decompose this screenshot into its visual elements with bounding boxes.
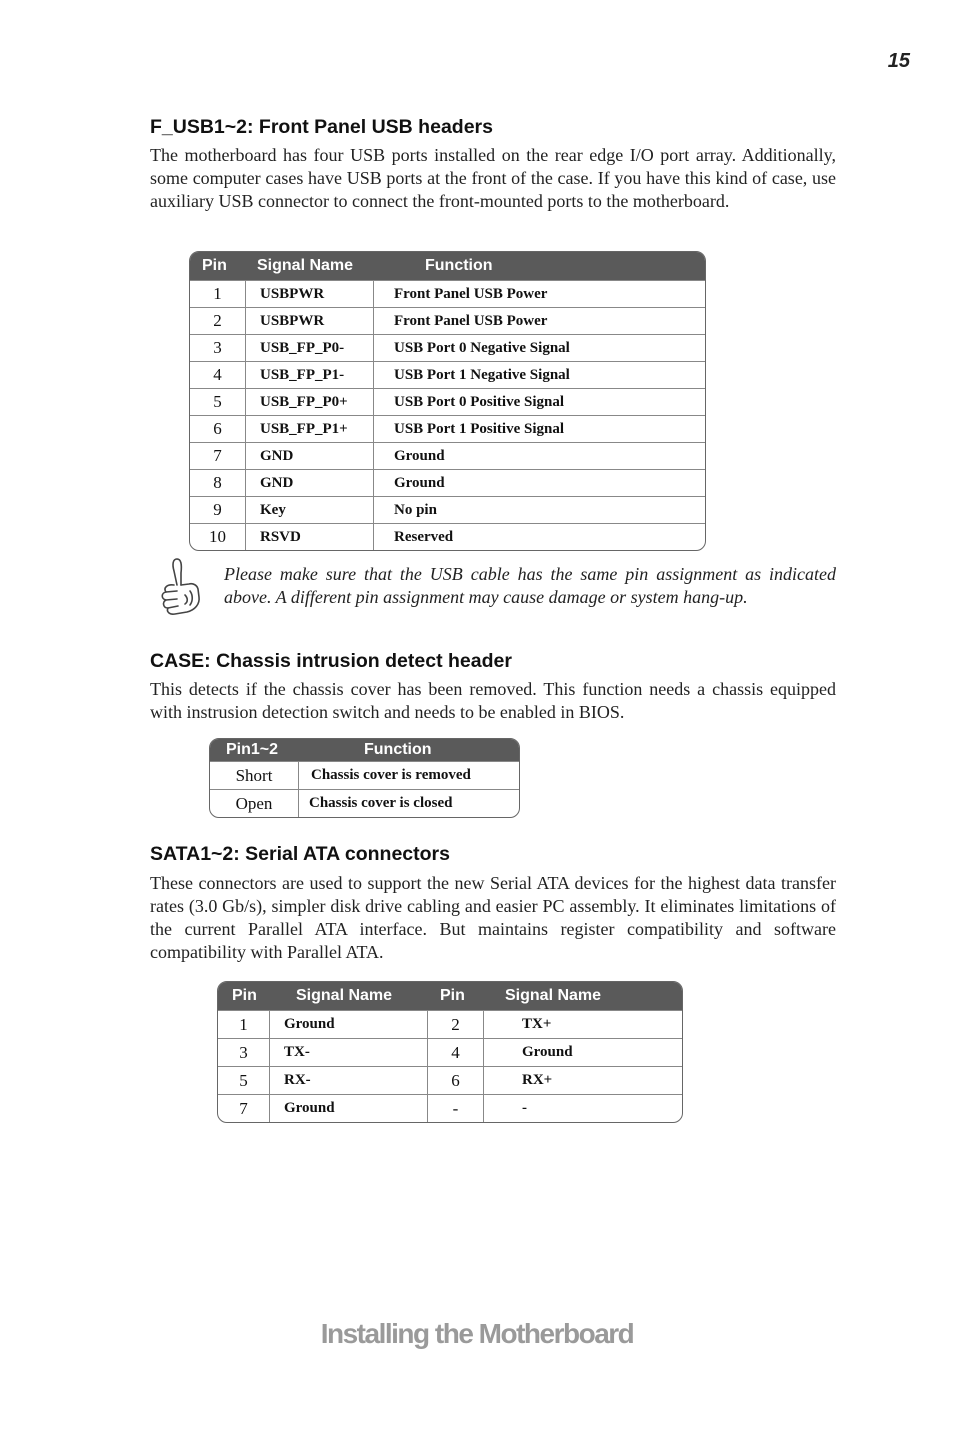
signal-cell: RX+ [483,1066,682,1094]
signal-cell: USB_FP_P1- [245,361,373,388]
signal-cell: - [483,1094,682,1122]
signal-cell: GND [245,442,373,469]
table-row [210,761,519,789]
table-row [190,442,705,469]
table-row [210,789,519,817]
pin-cell: 4 [190,361,245,388]
case-section-paragraph: This detects if the chassis cover has been removed. This function needs a chassis equipped with instrusion detection switch and needs to be enabled in BIOS. [150,679,836,722]
signal-cell: USB_FP_P1+ [245,415,373,442]
sata-section-heading: SATA1~2: Serial ATA connectors [150,843,450,865]
usb-section-heading: F_USB1~2: Front Panel USB headers [150,116,493,138]
signal-cell: TX- [269,1038,427,1066]
pin-cell: 2 [427,1010,483,1038]
header-pins: Pin1~2 [210,739,298,761]
pin-cell: - [427,1094,483,1122]
pin-cell: 7 [218,1094,269,1122]
signal-cell: RSVD [245,523,373,550]
pin-cell: 5 [190,388,245,415]
signal-cell: GND [245,469,373,496]
signal-cell: USBPWR [245,307,373,334]
pin-cell: 6 [190,415,245,442]
table-header-row [218,982,682,1010]
signal-cell: RX- [269,1066,427,1094]
pin-cell: 4 [427,1038,483,1066]
pin-cell: 3 [218,1038,269,1066]
header-function: Function [298,739,519,761]
function-cell: Chassis cover is closed [298,789,519,817]
pin-cell: 3 [190,334,245,361]
header-pin: Pin [218,982,269,1010]
table-row [190,361,705,388]
signal-cell: Ground [269,1094,427,1122]
table-row [218,1066,682,1094]
footer-chapter-title: Installing the Motherboard [320,1318,634,1349]
header-pin-2: Pin [427,982,483,1010]
signal-cell: USB_FP_P0- [245,334,373,361]
page-number: 15 [887,50,910,72]
function-cell: Ground [373,469,705,496]
function-cell: No pin [373,496,705,523]
signal-cell: TX+ [483,1010,682,1038]
pin-state-cell: Short [210,761,298,789]
header-pin: Pin [190,252,245,280]
table-header-row [210,739,519,761]
pin-cell: 5 [218,1066,269,1094]
function-cell: Front Panel USB Power [373,307,705,334]
function-cell: Reserved [373,523,705,550]
sata-section-paragraph: These connectors are used to support the new Serial ATA devices for the highest data transfer rates (3.0 Gb/s), simpler disk drive cabling and easier PC assembly. It eliminates limitations of the current Parallel ATA interface. But maintains register compatibility and software compatibility with Parallel ATA. [150,873,836,962]
function-cell: USB Port 0 Negative Signal [373,334,705,361]
table-row [190,334,705,361]
pin-cell: 9 [190,496,245,523]
header-signal-name: Signal Name [269,982,427,1010]
header-signal-name-2: Signal Name [483,982,682,1010]
header-function: Function [373,252,705,280]
table-row [218,1094,682,1122]
function-cell: USB Port 1 Negative Signal [373,361,705,388]
pin-cell: 2 [190,307,245,334]
function-cell: Ground [373,442,705,469]
table-row [190,280,705,307]
pin-cell: 8 [190,469,245,496]
function-cell: USB Port 0 Positive Signal [373,388,705,415]
table-row [190,523,705,550]
table-row [190,469,705,496]
signal-cell: Ground [483,1038,682,1066]
pointing-hand-icon [157,555,207,617]
function-cell: Chassis cover is removed [298,761,519,789]
table-header-row [190,252,705,280]
pin-cell: 1 [190,280,245,307]
table-row [190,496,705,523]
table-row [190,415,705,442]
function-cell: USB Port 1 Positive Signal [373,415,705,442]
signal-cell: Ground [269,1010,427,1038]
pin-cell: 1 [218,1010,269,1038]
signal-cell: USBPWR [245,280,373,307]
signal-cell: USB_FP_P0+ [245,388,373,415]
usb-note: Please make sure that the USB cable has the same pin assignment as indicated above. A different pin assignment may cause damage or system hang-up. [224,564,836,607]
table-row [218,1038,682,1066]
pin-cell: 7 [190,442,245,469]
case-section-heading: CASE: Chassis intrusion detect header [150,650,512,672]
function-cell: Front Panel USB Power [373,280,705,307]
table-row [190,307,705,334]
pin-state-cell: Open [210,789,298,817]
signal-cell: Key [245,496,373,523]
usb-pin-table [189,251,706,551]
case-pin-table [209,738,520,818]
table-row [218,1010,682,1038]
pin-cell: 6 [427,1066,483,1094]
sata-pin-table [217,981,683,1123]
usb-section-paragraph: The motherboard has four USB ports installed on the rear edge I/O port array. Additionally, some computer cases have USB ports at the front of the case. If you have this kind of case, use auxiliary USB connector to connect the front-mounted ports to the motherboard. [150,145,836,211]
table-row [190,388,705,415]
header-signal-name: Signal Name [245,252,373,280]
pin-cell: 10 [190,523,245,550]
